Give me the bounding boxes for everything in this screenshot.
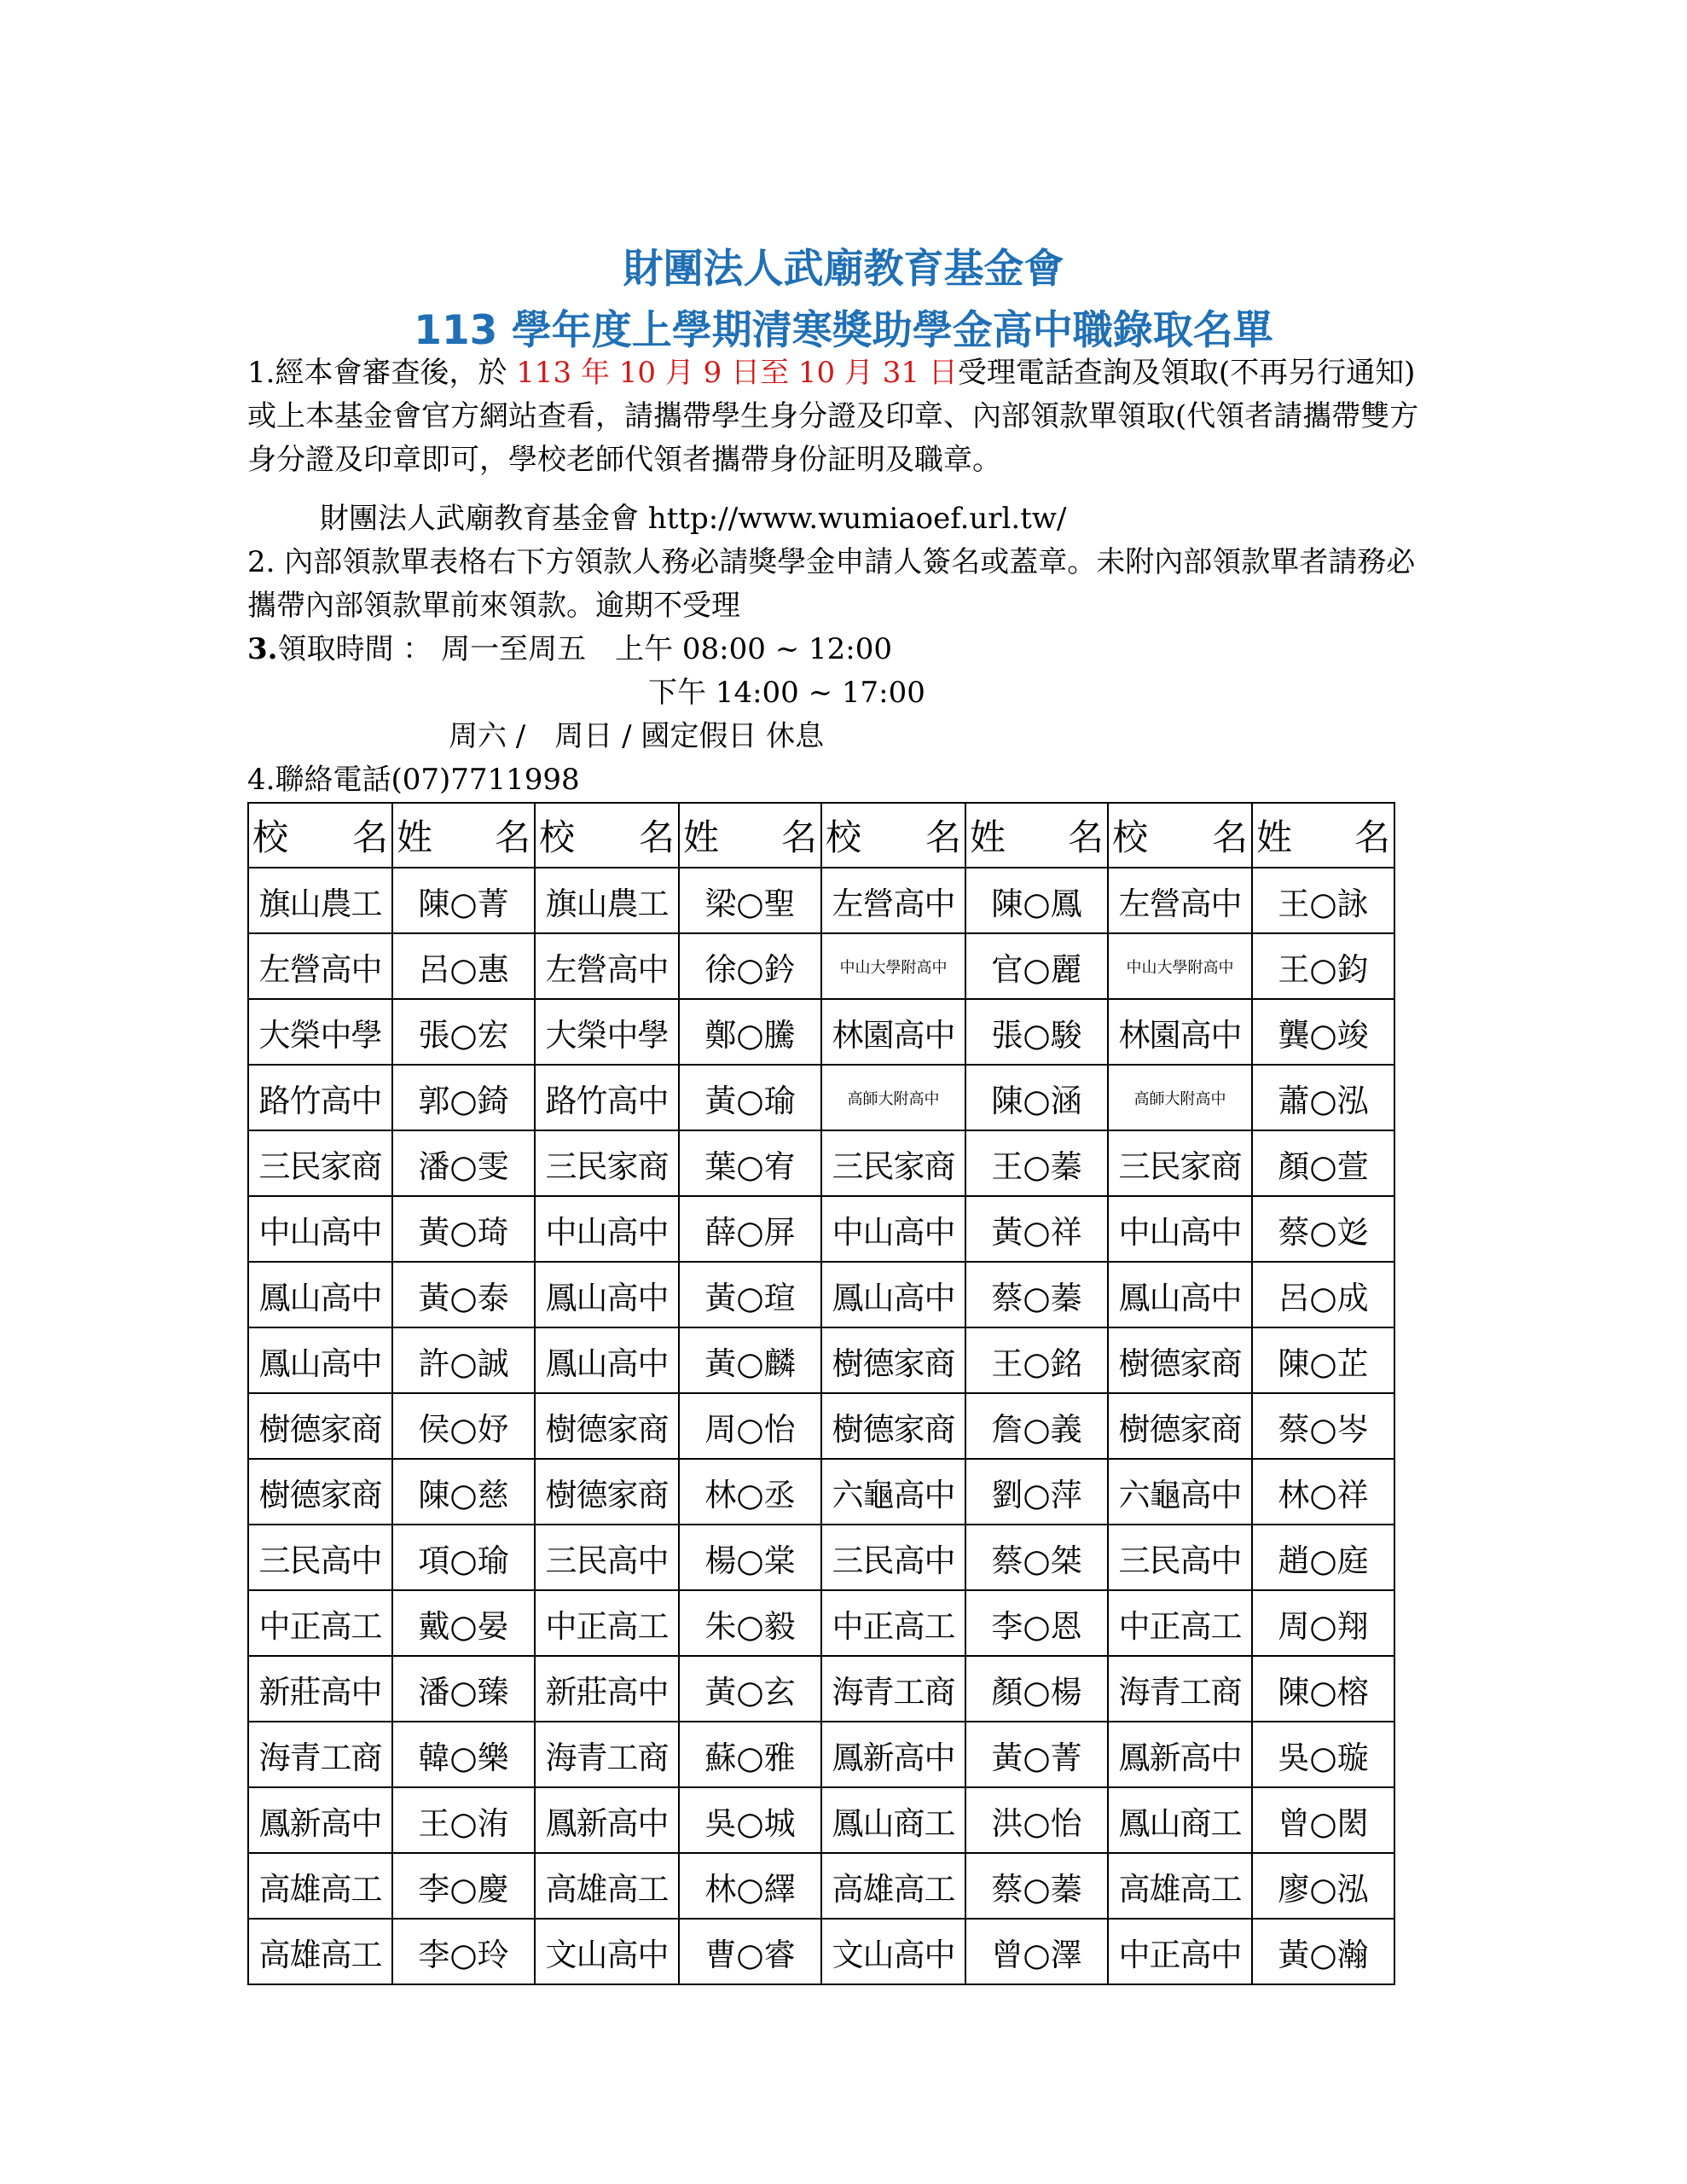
table-row xyxy=(248,1393,1394,1459)
school-cell: 左營高中 xyxy=(535,933,679,999)
student-name-cell: 黃○琦 xyxy=(392,1196,535,1262)
header-char: 姓 xyxy=(1256,816,1293,858)
school-cell: 高師大附高中 xyxy=(1108,1065,1252,1130)
student-name-cell: 蕭○泓 xyxy=(1252,1065,1394,1130)
school-cell: 三民高中 xyxy=(535,1525,679,1590)
student-name-cell: 蔡○岑 xyxy=(1252,1393,1394,1459)
student-name-cell: 葉○宥 xyxy=(679,1130,821,1196)
school-cell: 海青工商 xyxy=(248,1722,392,1787)
header-name-0 xyxy=(392,803,535,868)
student-name-cell: 侯○妤 xyxy=(392,1393,535,1459)
table-row xyxy=(248,1787,1394,1853)
school-cell: 樹德家商 xyxy=(535,1459,679,1525)
hours-line xyxy=(247,628,1441,671)
student-name-cell: 王○洧 xyxy=(392,1787,535,1853)
student-name-cell: 蔡○蓁 xyxy=(965,1853,1108,1919)
header-school-0 xyxy=(248,803,392,868)
school-cell: 三民家商 xyxy=(248,1130,392,1196)
school-cell: 中正高工 xyxy=(1108,1590,1252,1656)
header-char: 名 xyxy=(1211,816,1248,858)
school-cell: 六龜高中 xyxy=(1108,1459,1252,1525)
header-name-1 xyxy=(679,803,821,868)
student-name-cell: 周○怡 xyxy=(679,1393,821,1459)
student-name-cell: 蔡○彣 xyxy=(1252,1196,1394,1262)
school-cell: 左營高中 xyxy=(821,868,965,933)
hours-afternoon: 下午 14:00 ~ 17:00 xyxy=(648,676,925,710)
student-name-cell: 顏○萱 xyxy=(1252,1130,1394,1196)
student-name-cell: 黃○泰 xyxy=(392,1262,535,1327)
student-name-cell: 官○麗 xyxy=(965,933,1108,999)
student-name-cell: 徐○鈐 xyxy=(679,933,821,999)
header-char: 名 xyxy=(494,816,530,858)
student-name-cell: 潘○雯 xyxy=(392,1130,535,1196)
school-cell: 三民高中 xyxy=(1108,1525,1252,1590)
table-row xyxy=(248,1656,1394,1722)
school-cell: 鳳新高中 xyxy=(248,1787,392,1853)
hours-number: 3. xyxy=(247,632,278,666)
school-cell: 樹德家商 xyxy=(821,1393,965,1459)
student-name-cell: 林○祥 xyxy=(1252,1459,1394,1525)
notice-1-suffix: 受理電話查詢及領取(不再另行通知)或上本基金會官方網站查看，請攜帶學生身分證及印章、內部領款單領取(代領者請攜帶雙方身分證及印章即可，學校老師代領者攜帶身份証明及職章。 xyxy=(247,356,1419,477)
student-name-cell: 戴○晏 xyxy=(392,1590,535,1656)
school-cell: 左營高中 xyxy=(1108,868,1252,933)
school-cell: 高雄高工 xyxy=(535,1853,679,1919)
school-cell: 鳳山高中 xyxy=(1108,1262,1252,1327)
student-name-cell: 郭○錡 xyxy=(392,1065,535,1130)
notice-1-dates: 113 年 10 月 9 日至 10 月 31 日 xyxy=(516,356,958,390)
contact-line: 4.聯絡電話(07)7711998 xyxy=(247,763,580,797)
school-cell: 樹德家商 xyxy=(248,1459,392,1525)
student-name-cell: 陳○鳳 xyxy=(965,868,1108,933)
header-char: 校 xyxy=(826,816,862,858)
school-cell: 高雄高工 xyxy=(248,1919,392,1984)
student-name-cell: 陳○涵 xyxy=(965,1065,1108,1130)
school-cell: 海青工商 xyxy=(535,1722,679,1787)
table-row xyxy=(248,1590,1394,1656)
recipient-table xyxy=(247,802,1395,1985)
school-cell: 海青工商 xyxy=(821,1656,965,1722)
school-cell: 林園高中 xyxy=(821,999,965,1065)
school-cell: 文山高中 xyxy=(821,1919,965,1984)
school-cell: 高雄高工 xyxy=(821,1853,965,1919)
school-cell: 大榮中學 xyxy=(535,999,679,1065)
header-char: 名 xyxy=(925,816,961,858)
table-row xyxy=(248,999,1394,1065)
student-name-cell: 韓○樂 xyxy=(392,1722,535,1787)
student-name-cell: 林○繹 xyxy=(679,1853,821,1919)
student-name-cell: 龔○竣 xyxy=(1252,999,1394,1065)
student-name-cell: 黃○瑄 xyxy=(679,1262,821,1327)
student-name-cell: 呂○惠 xyxy=(392,933,535,999)
school-cell: 中山高中 xyxy=(248,1196,392,1262)
table-row xyxy=(248,1196,1394,1262)
school-cell: 三民家商 xyxy=(535,1130,679,1196)
student-name-cell: 曾○澤 xyxy=(965,1919,1108,1984)
table-row xyxy=(248,1065,1394,1130)
table-row xyxy=(248,1853,1394,1919)
header-char: 名 xyxy=(1067,816,1104,858)
school-cell: 鳳新高中 xyxy=(1108,1722,1252,1787)
header-school-3 xyxy=(1108,803,1252,868)
student-name-cell: 林○丞 xyxy=(679,1459,821,1525)
school-cell: 路竹高中 xyxy=(535,1065,679,1130)
header-school-1 xyxy=(535,803,679,868)
school-cell: 高雄高工 xyxy=(1108,1853,1252,1919)
school-cell: 樹德家商 xyxy=(1108,1393,1252,1459)
notice-paragraph-2: 2. 內部領款單表格右下方領款人務必請獎學金申請人簽名或蓋章。未附內部領款單者請務必攜帶內部領款單前來領款。逾期不受理 xyxy=(247,545,1416,623)
header-name-2 xyxy=(965,803,1108,868)
student-name-cell: 李○慶 xyxy=(392,1853,535,1919)
student-name-cell: 黃○菁 xyxy=(965,1722,1108,1787)
table-header-row xyxy=(248,803,1394,868)
student-name-cell: 張○宏 xyxy=(392,999,535,1065)
student-name-cell: 王○鈞 xyxy=(1252,933,1394,999)
school-cell: 鳳山高中 xyxy=(535,1262,679,1327)
school-cell: 大榮中學 xyxy=(248,999,392,1065)
student-name-cell: 王○詠 xyxy=(1252,868,1394,933)
student-name-cell: 吳○城 xyxy=(679,1787,821,1853)
student-name-cell: 陳○榕 xyxy=(1252,1656,1394,1722)
school-cell: 中山高中 xyxy=(535,1196,679,1262)
student-name-cell: 張○駿 xyxy=(965,999,1108,1065)
hours-closed: 周六 / 周日 / 國定假日 休息 xyxy=(449,719,825,753)
school-cell: 旗山農工 xyxy=(248,868,392,933)
school-cell: 旗山農工 xyxy=(535,868,679,933)
student-name-cell: 曾○閎 xyxy=(1252,1787,1394,1853)
school-cell: 六龜高中 xyxy=(821,1459,965,1525)
table-row xyxy=(248,868,1394,933)
school-cell: 樹德家商 xyxy=(1108,1327,1252,1393)
student-name-cell: 顏○楊 xyxy=(965,1656,1108,1722)
student-name-cell: 朱○毅 xyxy=(679,1590,821,1656)
student-name-cell: 許○誠 xyxy=(392,1327,535,1393)
student-name-cell: 陳○菁 xyxy=(392,868,535,933)
table-row xyxy=(248,933,1394,999)
document-title: 財團法人武廟教育基金會 xyxy=(623,246,1064,293)
student-name-cell: 李○恩 xyxy=(965,1590,1108,1656)
document-subtitle: 113 學年度上學期清寒獎助學金高中職錄取名單 xyxy=(414,307,1273,354)
student-name-cell: 項○瑜 xyxy=(392,1525,535,1590)
table-row xyxy=(248,1525,1394,1590)
school-cell: 三民高中 xyxy=(821,1525,965,1590)
student-name-cell: 曹○睿 xyxy=(679,1919,821,1984)
table-row xyxy=(248,1327,1394,1393)
school-cell: 樹德家商 xyxy=(821,1327,965,1393)
notice-paragraph-1 xyxy=(247,351,1441,482)
school-cell: 中正高工 xyxy=(821,1590,965,1656)
school-cell: 中正高中 xyxy=(1108,1919,1252,1984)
school-cell: 鳳山高中 xyxy=(248,1327,392,1393)
school-cell: 鳳新高中 xyxy=(821,1722,965,1787)
school-cell: 中山大學附高中 xyxy=(1108,933,1252,999)
school-cell: 路竹高中 xyxy=(248,1065,392,1130)
student-name-cell: 蔡○蓁 xyxy=(965,1262,1108,1327)
table-row xyxy=(248,1919,1394,1984)
student-name-cell: 黃○玄 xyxy=(679,1656,821,1722)
school-cell: 中正高工 xyxy=(535,1590,679,1656)
student-name-cell: 王○蓁 xyxy=(965,1130,1108,1196)
notice-1-prefix: 1.經本會審查後，於 xyxy=(247,356,517,390)
student-name-cell: 蔡○桀 xyxy=(965,1525,1108,1590)
school-cell: 新莊高中 xyxy=(248,1656,392,1722)
website-line: 財團法人武廟教育基金會 http://www.wumiaoef.url.tw/ xyxy=(320,502,1067,536)
school-cell: 左營高中 xyxy=(248,933,392,999)
header-char: 名 xyxy=(780,816,817,858)
student-name-cell: 廖○泓 xyxy=(1252,1853,1394,1919)
school-cell: 三民家商 xyxy=(1108,1130,1252,1196)
school-cell: 海青工商 xyxy=(1108,1656,1252,1722)
school-cell: 文山高中 xyxy=(535,1919,679,1984)
school-cell: 鳳山商工 xyxy=(821,1787,965,1853)
header-name-3 xyxy=(1252,803,1394,868)
school-cell: 中正高工 xyxy=(248,1590,392,1656)
school-cell: 樹德家商 xyxy=(535,1393,679,1459)
student-name-cell: 陳○芷 xyxy=(1252,1327,1394,1393)
school-cell: 鳳山商工 xyxy=(1108,1787,1252,1853)
student-name-cell: 黃○瑜 xyxy=(679,1065,821,1130)
student-name-cell: 鄭○騰 xyxy=(679,999,821,1065)
student-name-cell: 蘇○雅 xyxy=(679,1722,821,1787)
school-cell: 鳳山高中 xyxy=(535,1327,679,1393)
school-cell: 中山高中 xyxy=(1108,1196,1252,1262)
header-char: 校 xyxy=(252,816,289,858)
table-row xyxy=(248,1130,1394,1196)
header-char: 名 xyxy=(1354,816,1390,858)
student-name-cell: 洪○怡 xyxy=(965,1787,1108,1853)
school-cell: 中山大學附高中 xyxy=(821,933,965,999)
header-char: 名 xyxy=(351,816,388,858)
school-cell: 鳳山高中 xyxy=(821,1262,965,1327)
header-school-2 xyxy=(821,803,965,868)
student-name-cell: 黃○祥 xyxy=(965,1196,1108,1262)
school-cell: 高師大附高中 xyxy=(821,1065,965,1130)
student-name-cell: 黃○麟 xyxy=(679,1327,821,1393)
student-name-cell: 梁○聖 xyxy=(679,868,821,933)
student-name-cell: 黃○瀚 xyxy=(1252,1919,1394,1984)
school-cell: 林園高中 xyxy=(1108,999,1252,1065)
student-name-cell: 薛○屏 xyxy=(679,1196,821,1262)
hours-label: 領取時間 ： 周一至周五 上午 08:00 ~ 12:00 xyxy=(277,632,892,666)
header-char: 姓 xyxy=(970,816,1006,858)
student-name-cell: 楊○棠 xyxy=(679,1525,821,1590)
student-name-cell: 王○銘 xyxy=(965,1327,1108,1393)
student-name-cell: 潘○臻 xyxy=(392,1656,535,1722)
header-char: 姓 xyxy=(683,816,720,858)
school-cell: 鳳山高中 xyxy=(248,1262,392,1327)
school-cell: 三民家商 xyxy=(821,1130,965,1196)
school-cell: 中山高中 xyxy=(821,1196,965,1262)
student-name-cell: 李○玲 xyxy=(392,1919,535,1984)
header-char: 名 xyxy=(638,816,675,858)
student-name-cell: 陳○慈 xyxy=(392,1459,535,1525)
school-cell: 高雄高工 xyxy=(248,1853,392,1919)
student-name-cell: 詹○義 xyxy=(965,1393,1108,1459)
student-name-cell: 周○翔 xyxy=(1252,1590,1394,1656)
school-cell: 鳳新高中 xyxy=(535,1787,679,1853)
student-name-cell: 吳○璇 xyxy=(1252,1722,1394,1787)
header-char: 校 xyxy=(539,816,576,858)
table-body xyxy=(248,868,1394,1984)
school-cell: 三民高中 xyxy=(248,1525,392,1590)
school-cell: 新莊高中 xyxy=(535,1656,679,1722)
table-row xyxy=(248,1262,1394,1327)
student-name-cell: 呂○成 xyxy=(1252,1262,1394,1327)
student-name-cell: 趙○庭 xyxy=(1252,1525,1394,1590)
student-name-cell: 劉○萍 xyxy=(965,1459,1108,1525)
header-char: 姓 xyxy=(397,816,433,858)
table-row xyxy=(248,1459,1394,1525)
table-row xyxy=(248,1722,1394,1787)
header-char: 校 xyxy=(1112,816,1149,858)
school-cell: 樹德家商 xyxy=(248,1393,392,1459)
